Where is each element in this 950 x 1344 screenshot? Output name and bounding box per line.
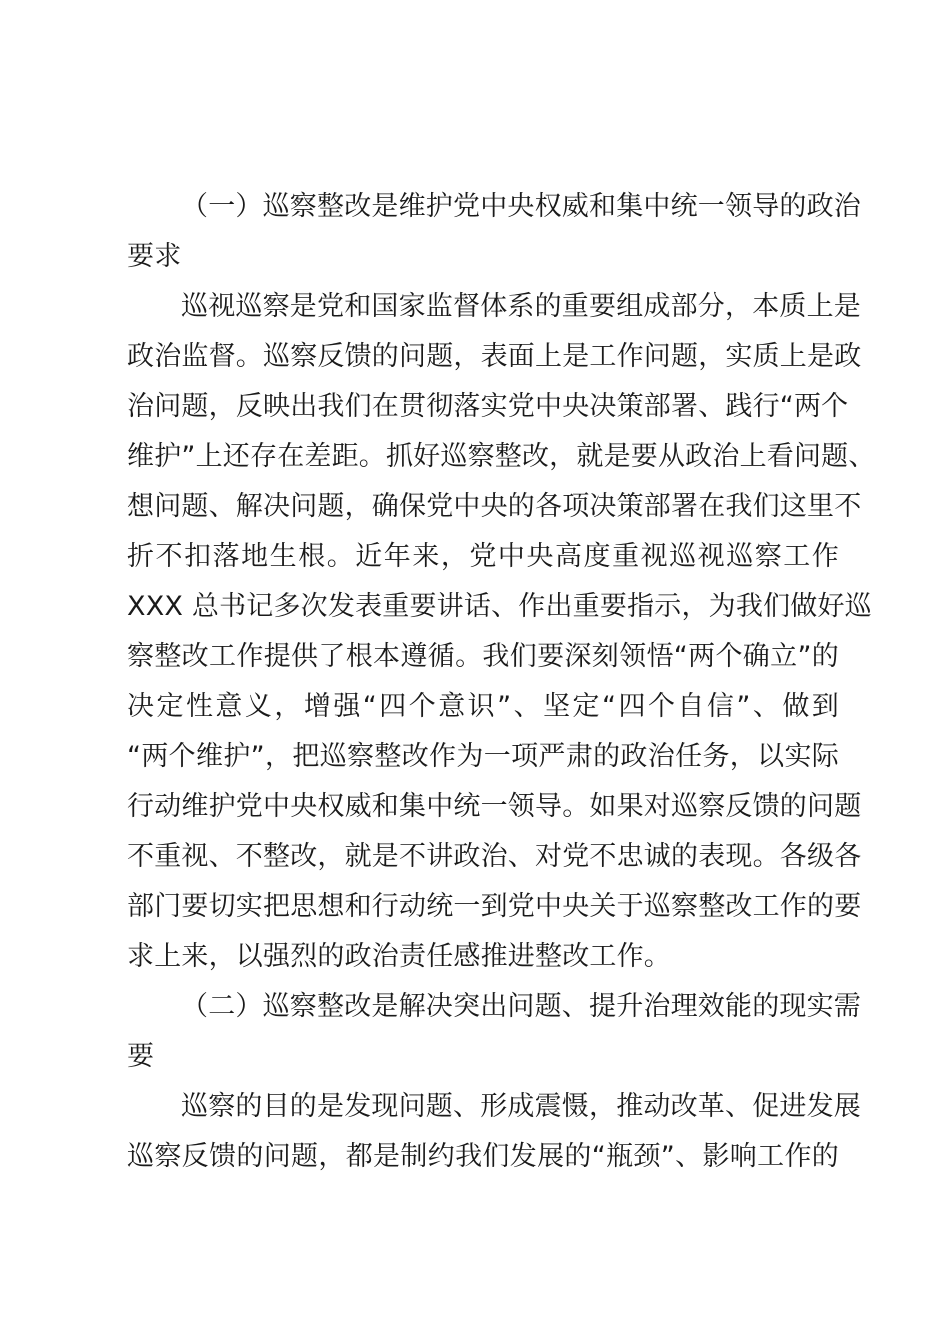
heading-line: （二）巡察整改是解决突出问题、提升治理效能的现实需 — [181, 991, 861, 1022]
paragraph-line: 政治监督。巡察反馈的问题，表面上是工作问题，实质上是政 — [127, 341, 862, 372]
heading-line: 要求 — [127, 241, 182, 272]
heading-line: （一）巡察整改是维护党中央权威和集中统一领导的政治 — [181, 191, 861, 222]
paragraph-line: 巡视巡察是党和国家监督体系的重要组成部分，本质上是 — [181, 291, 861, 322]
paragraph-line: 部门要切实把思想和行动统一到党中央关于巡察整改工作的要 — [127, 891, 862, 922]
paragraph-line: 求上来，以强烈的政治责任感推进整改工作。 — [127, 941, 671, 972]
paragraph-line: 维护”上还存在差距。抓好巡察整改，就是要从政治上看问题、 — [127, 441, 876, 472]
paragraph-line: 巡察反馈的问题，都是制约我们发展的“瓶颈”、影响工作的 — [127, 1141, 839, 1172]
paragraph-line: 决定性意义，增强“四个意识”、坚定“四个自信”、做到 — [127, 691, 839, 722]
section-2-paragraph — [127, 1082, 861, 1182]
paragraph-line: 察整改工作提供了根本遵循。我们要深刻领悟“两个确立”的 — [127, 641, 839, 672]
heading-line: 要 — [127, 1041, 155, 1072]
document-body — [127, 182, 876, 1182]
paragraph-line: 想问题、解决问题，确保党中央的各项决策部署在我们这里不 — [127, 491, 862, 522]
section-2-heading — [127, 982, 861, 1082]
paragraph-line: XXX 总书记多次发表重要讲话、作出重要指示，为我们做好巡 — [127, 591, 872, 622]
section-1-paragraph — [127, 282, 876, 982]
paragraph-line: 折不扣落地生根。近年来，党中央高度重视巡视巡察工作 — [127, 541, 839, 572]
paragraph-line: 不重视、不整改，就是不讲政治、对党不忠诚的表现。各级各 — [127, 841, 862, 872]
section-1-heading — [127, 182, 861, 282]
paragraph-line: 巡察的目的是发现问题、形成震慑，推动改革、促进发展 — [181, 1091, 861, 1122]
section-2 — [127, 982, 861, 1182]
paragraph-line: “两个维护”，把巡察整改作为一项严肃的政治任务，以实际 — [127, 741, 839, 772]
section-1 — [127, 182, 876, 982]
paragraph-line: 行动维护党中央权威和集中统一领导。如果对巡察反馈的问题 — [127, 791, 862, 822]
paragraph-line: 治问题，反映出我们在贯彻落实党中央决策部署、践行“两个 — [127, 391, 849, 422]
